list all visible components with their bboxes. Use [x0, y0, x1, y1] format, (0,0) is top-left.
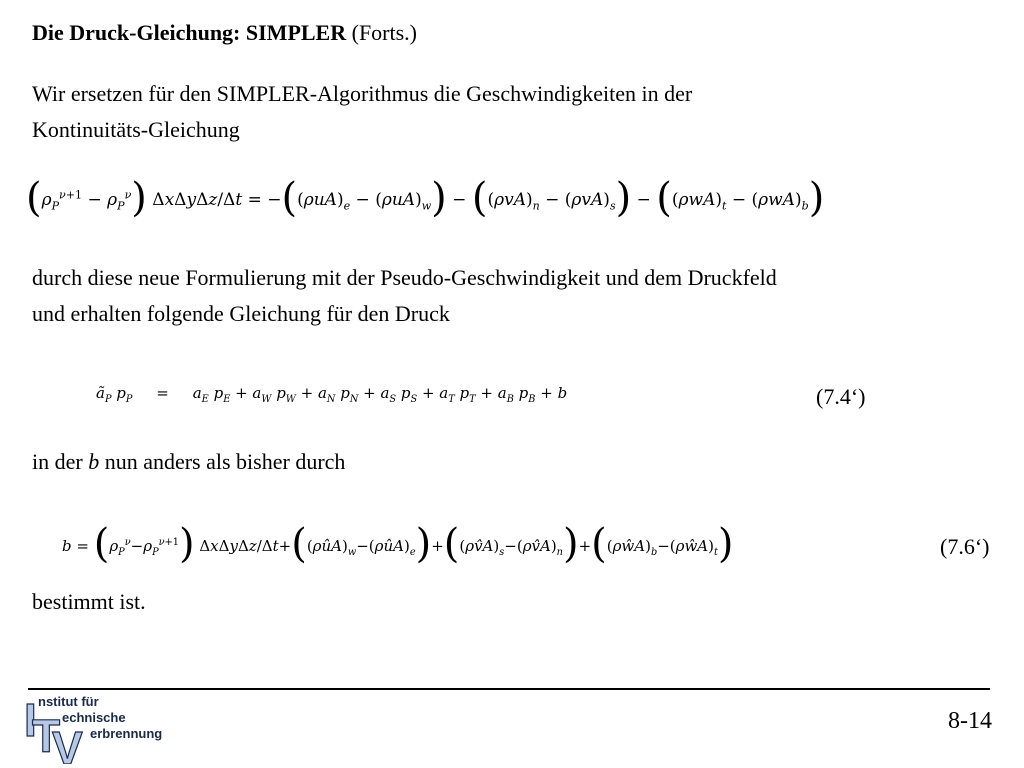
logo-letter-t: T — [32, 710, 61, 762]
closing-paragraph: bestimmt ist. — [32, 589, 146, 614]
page-title — [32, 20, 417, 46]
intro-line-1: Wir ersetzen für den SIMPLER-Algorithmus die Geschwindigkeiten in der — [32, 81, 693, 106]
method-paragraph — [32, 260, 777, 332]
source-term-text-1: in der — [32, 449, 89, 474]
source-term-text-2: nun anders als bisher durch — [99, 449, 346, 474]
logo-line-technische: echnische — [62, 710, 126, 725]
footer-divider — [28, 688, 990, 690]
pressure-equation: $ã_P$ $p_P$ = $a_E$ $p_E + a_W$ $p_W + a_N$ $p_N + a_S$ $p_S + a_T$ $p_T + a_B$ $p_B + b$ — [96, 384, 568, 405]
page-title-suffix: (Forts.) — [346, 20, 418, 45]
page-title-bold: Die Druck-Gleichung: SIMPLER — [32, 20, 347, 45]
continuity-equation: $(\rho_P^{\nu+1} - \rho_P^\nu) \Delta x\Delta y\Delta z/\Delta t = -((\rho uA)_e - (\rho uA)_w) - ((\rho vA)_n - (\rho vA)_s) - ((\rho wA)_t - (\rho wA)_b)$ — [26, 175, 825, 221]
institute-logo — [22, 692, 202, 764]
logo-line-verbrennung: erbrennung — [90, 726, 163, 741]
slide-number: 8-14 — [948, 708, 992, 734]
method-line-2: und erhalten folgende Gleichung für den Druck — [32, 301, 450, 326]
equation-number-7-4: (7.4‘) — [816, 384, 866, 409]
equation-number-7-6: (7.6‘) — [940, 534, 990, 559]
source-term-var: b — [88, 449, 100, 474]
source-term-equation: $b = (\rho_P^\nu-\rho_P^{\nu+1})$ ΔxΔyΔz/$\Delta t+((\rho ûA)_w-(\rho ûA)_e)+((\rho v̂A)_s-(\rho v̂A)_n)+((\rho ŵA)_b-(\rho ŵA)_t)$ — [62, 521, 734, 567]
logo-line-institut: nstitut für — [38, 694, 99, 709]
intro-paragraph — [32, 76, 692, 148]
logo-letter-i: I — [24, 694, 37, 746]
intro-line-2: Kontinuitäts-Gleichung — [32, 117, 240, 142]
logo-letter-v: V — [52, 722, 83, 764]
method-line-1: durch diese neue Formulierung mit der Pseudo-Geschwindigkeit und dem Druckfeld — [32, 265, 777, 290]
source-term-paragraph — [32, 444, 345, 480]
